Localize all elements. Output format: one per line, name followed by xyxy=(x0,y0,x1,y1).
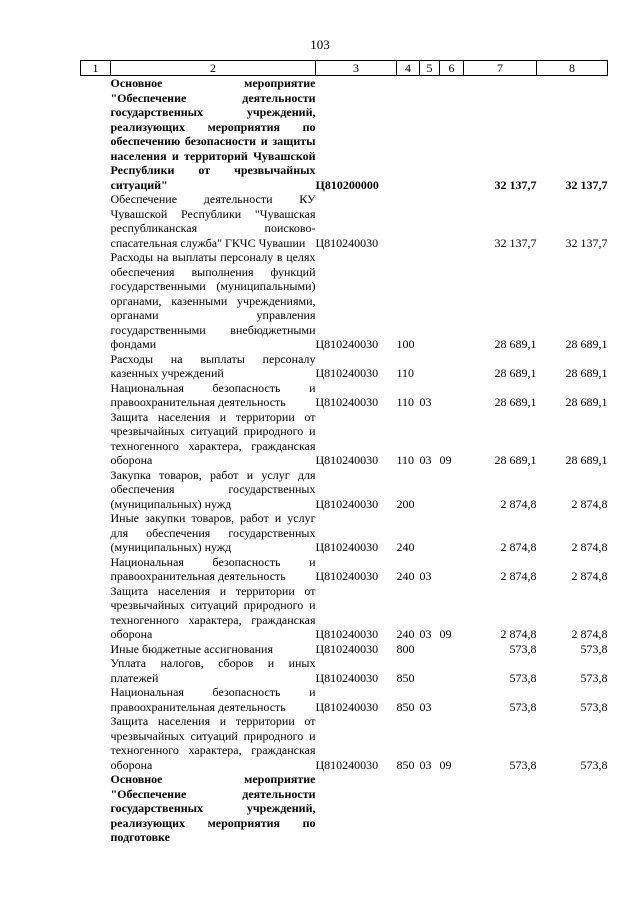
subsection-cell xyxy=(440,76,464,193)
target-article-cell: Ц810240030 xyxy=(315,395,379,409)
header-col-6: 6 xyxy=(440,61,464,76)
amount-cell: 573,8 xyxy=(509,670,537,685)
expense-type-cell xyxy=(397,192,420,250)
amount-cell: 2 874,8 xyxy=(571,569,608,583)
subsection-cell xyxy=(440,772,464,845)
section-cell: 03 xyxy=(419,699,432,714)
budget-table xyxy=(80,60,608,845)
target-article-cell: Ц810240030 xyxy=(315,453,379,467)
target-article-cell: Ц810240030 xyxy=(315,627,379,641)
row-number-cell xyxy=(81,642,111,657)
table-row xyxy=(81,511,608,555)
section-cell: 03 xyxy=(419,757,432,772)
amount-cell: 573,8 xyxy=(580,641,608,656)
item-name-cell: Закупка товаров, работ и услуг для обеспечения государственных (муниципальных) нужд xyxy=(110,467,316,511)
target-article-cell: Ц810240030 xyxy=(315,670,379,685)
row-number-cell xyxy=(81,352,111,381)
amount-cell xyxy=(464,772,537,845)
expense-type-cell xyxy=(397,772,420,845)
amount-cell: 28 689,1 xyxy=(565,395,608,409)
row-number-cell xyxy=(81,76,111,193)
subsection-cell xyxy=(440,381,464,410)
item-name-cell: Иные закупки товаров, работ и услуг для обеспечения государственных (муниципальных) нужд xyxy=(110,511,316,554)
table-row xyxy=(81,76,608,193)
subsection-cell xyxy=(440,192,464,250)
amount-cell: 32 137,7 xyxy=(494,177,537,192)
target-article-cell: Ц810240030 xyxy=(315,337,379,351)
amount-cell: 573,8 xyxy=(580,757,608,772)
target-article-cell: Ц810240030 xyxy=(315,699,379,714)
expense-type-cell: 240 xyxy=(396,569,415,583)
target-article-cell: Ц810240030 xyxy=(315,540,379,554)
table-row xyxy=(81,714,608,772)
amount-cell: 573,8 xyxy=(580,699,608,714)
amount-cell: 28 689,1 xyxy=(494,366,537,380)
amount-cell: 2 874,8 xyxy=(571,627,608,641)
subsection-cell xyxy=(440,555,464,584)
amount-cell: 2 874,8 xyxy=(571,540,608,554)
expense-type-cell: 240 xyxy=(396,627,415,641)
table-row xyxy=(81,584,608,642)
row-number-cell xyxy=(81,468,111,512)
item-name-cell: Национальная безопасность и правоохранительная деятельность xyxy=(110,380,316,409)
subsection-cell xyxy=(440,685,464,714)
row-number-cell xyxy=(81,584,111,642)
subsection-cell: 09 xyxy=(439,757,452,772)
table-row xyxy=(81,250,608,352)
target-article-cell: Ц810240030 xyxy=(315,235,379,250)
subsection-cell xyxy=(440,250,464,352)
row-number-cell xyxy=(81,250,111,352)
section-cell xyxy=(420,250,440,352)
section-cell xyxy=(420,656,440,685)
header-col-4: 4 xyxy=(397,61,420,76)
target-article-cell: Ц810240030 xyxy=(315,641,379,656)
section-cell xyxy=(420,192,440,250)
expense-type-cell: 110 xyxy=(396,395,415,409)
table-row xyxy=(81,642,608,657)
table-row xyxy=(81,656,608,685)
item-name-cell: Уплата налогов, сборов и иных платежей xyxy=(110,656,316,685)
section-cell xyxy=(420,642,440,657)
header-col-2: 2 xyxy=(111,61,316,76)
subsection-cell xyxy=(440,656,464,685)
header-row xyxy=(81,61,608,76)
amount-cell: 2 874,8 xyxy=(500,569,537,583)
amount-cell: 573,8 xyxy=(509,641,537,656)
item-name-cell: Основное мероприятие "Обеспечение деятельности государственных учреждений, реализующих мероприятия по обеспечению безопасности и защиты населения и территорий Чувашской Республики от чрезвычайных ситуаций" xyxy=(110,76,316,192)
subsection-cell: 09 xyxy=(439,627,452,641)
amount-cell: 573,8 xyxy=(509,699,537,714)
target-article-cell: Ц810240030 xyxy=(315,569,379,583)
row-number-cell xyxy=(81,656,111,685)
item-name-cell: Защита населения и территории от чрезвычайных ситуаций природного и техногенного характера, гражданская оборона xyxy=(110,409,316,467)
row-number-cell xyxy=(81,555,111,584)
row-number-cell xyxy=(81,381,111,410)
amount-cell: 28 689,1 xyxy=(494,395,537,409)
item-name-cell: Защита населения и территории от чрезвычайных ситуаций природного и техногенного характера, гражданская оборона xyxy=(110,583,316,641)
subsection-cell xyxy=(440,511,464,555)
row-number-cell xyxy=(81,511,111,555)
section-cell: 03 xyxy=(419,627,432,641)
section-cell xyxy=(420,76,440,193)
table-row xyxy=(81,381,608,410)
item-name-cell: Расходы на выплаты персоналу казенных учреждений xyxy=(110,351,316,380)
amount-cell: 2 874,8 xyxy=(500,496,537,511)
subsection-cell xyxy=(440,468,464,512)
expense-type-cell: 850 xyxy=(396,670,415,685)
expense-type-cell: 110 xyxy=(396,366,415,380)
header-col-7: 7 xyxy=(464,61,537,76)
section-cell xyxy=(420,511,440,555)
item-name-cell: Основное мероприятие "Обеспечение деятельности государственных учреждений, реализующих мероприятия по подготовке xyxy=(110,772,316,844)
section-cell xyxy=(420,352,440,381)
amount-cell: 32 137,7 xyxy=(565,235,608,250)
row-number-cell xyxy=(81,772,111,845)
expense-type-cell: 850 xyxy=(396,699,415,714)
table-row xyxy=(81,410,608,468)
target-article-cell: Ц810200000 xyxy=(315,177,379,192)
target-article-cell: Ц810240030 xyxy=(315,757,379,772)
target-article-cell: Ц810240030 xyxy=(315,496,379,511)
section-cell: 03 xyxy=(419,395,432,409)
amount-cell: 2 874,8 xyxy=(500,627,537,641)
item-name-cell: Национальная безопасность и правоохранительная деятельность xyxy=(110,685,316,714)
row-number-cell xyxy=(81,410,111,468)
amount-cell: 573,8 xyxy=(580,670,608,685)
expense-type-cell: 800 xyxy=(396,641,415,656)
amount-cell: 32 137,7 xyxy=(494,235,537,250)
item-name-cell: Расходы на выплаты персоналу в целях обеспечения выполнения функций государственными (муниципальными) органами, казенными учреждениями, органами управления государственными внебюджетными фондами xyxy=(110,250,316,351)
header-col-1: 1 xyxy=(81,61,111,76)
expense-type-cell xyxy=(397,76,420,193)
table-row xyxy=(81,772,608,845)
item-name-cell: Защита населения и территории от чрезвычайных ситуаций природного и техногенного характера, гражданская оборона xyxy=(110,714,316,772)
subsection-cell xyxy=(440,642,464,657)
header-col-3: 3 xyxy=(316,61,397,76)
subsection-cell xyxy=(440,352,464,381)
expense-type-cell: 240 xyxy=(396,540,415,554)
subsection-cell: 09 xyxy=(439,453,452,467)
item-name-cell: Иные бюджетные ассигнования xyxy=(110,641,273,656)
table-row xyxy=(81,685,608,714)
target-article-cell xyxy=(316,772,397,845)
header-col-8: 8 xyxy=(537,61,608,76)
amount-cell: 28 689,1 xyxy=(565,337,608,351)
amount-cell: 2 874,8 xyxy=(571,496,608,511)
expense-type-cell: 200 xyxy=(396,496,415,511)
amount-cell: 28 689,1 xyxy=(565,453,608,467)
expense-type-cell: 100 xyxy=(396,337,415,351)
amount-cell: 28 689,1 xyxy=(565,366,608,380)
table-row xyxy=(81,468,608,512)
table-row xyxy=(81,555,608,584)
target-article-cell: Ц810240030 xyxy=(315,366,379,380)
amount-cell: 2 874,8 xyxy=(500,540,537,554)
section-cell xyxy=(420,772,440,845)
expense-type-cell: 850 xyxy=(396,757,415,772)
item-name-cell: Обеспечение деятельности КУ Чувашской Республики "Чувашская республиканская поисково-спасательная служба" ГКЧС Чувашии xyxy=(110,192,316,250)
amount-cell: 573,8 xyxy=(509,757,537,772)
amount-cell: 28 689,1 xyxy=(494,453,537,467)
table-row xyxy=(81,352,608,381)
amount-cell: 32 137,7 xyxy=(565,177,608,192)
section-cell xyxy=(420,468,440,512)
header-col-5: 5 xyxy=(420,61,440,76)
page-number: 103 xyxy=(310,37,330,52)
table-row xyxy=(81,192,608,250)
amount-cell xyxy=(537,772,608,845)
row-number-cell xyxy=(81,685,111,714)
amount-cell: 28 689,1 xyxy=(494,337,537,351)
expense-type-cell: 110 xyxy=(396,453,415,467)
item-name-cell: Национальная безопасность и правоохранительная деятельность xyxy=(110,554,316,583)
section-cell: 03 xyxy=(419,569,432,583)
row-number-cell xyxy=(81,192,111,250)
row-number-cell xyxy=(81,714,111,772)
section-cell: 03 xyxy=(419,453,432,467)
